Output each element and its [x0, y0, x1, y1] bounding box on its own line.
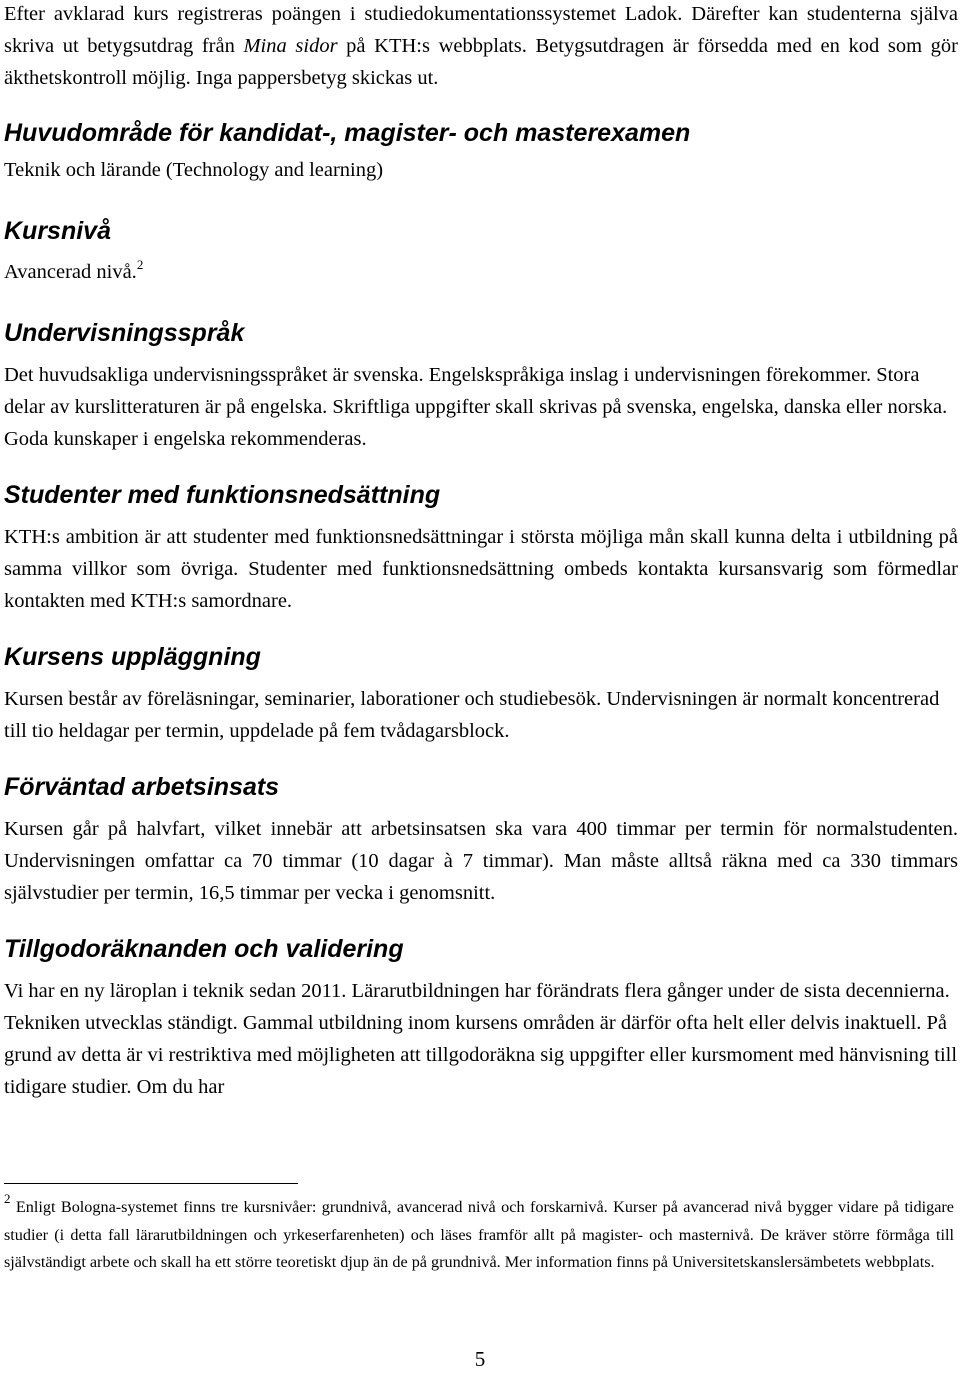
footnote-number: 2	[4, 1191, 11, 1206]
page-number: 5	[474, 1347, 486, 1371]
footnote-divider	[4, 1183, 298, 1184]
mina-sidor-reference: Mina sidor	[243, 35, 338, 57]
intro-text-start: Efter avklarad kurs registreras poängen i studiedokumentationssystemet Ladok. Därefter kan studenterna själva skriva ut betygsutdrag från	[4, 3, 958, 57]
language-heading: Undervisningsspråk	[4, 319, 245, 347]
credit-text: Vi har en ny läroplan i teknik sedan 2011. Lärarutbildningen har förändrats flera gånger under de sista decennierna. Tekniken utvecklas ständigt. Gammal utbildning inom kursens områden är därför ofta helt eller delvis inaktuell. På grund av detta är vi restriktiva med möjligheten att tillgodoräkna sig uppgifter eller kursmoment med hänvisning till tidigare studier. Om du har	[4, 980, 958, 1098]
document-page	[4, 0, 958, 1103]
structure-heading: Kursens uppläggning	[4, 643, 261, 671]
level-value: Avancerad nivå.	[4, 261, 137, 283]
credit-heading: Tillgodoräknanden och validering	[4, 935, 404, 963]
workload-text: Kursen går på halvfart, vilket innebär att arbetsinsatsen ska vara 400 timmar per termin för normalstudenten. Undervisningen omfattar ca 70 timmar (10 dagar à 7 timmar). Man måste alltså räkna med ca 330 timmars självstudier per termin, 16,5 timmar per vecka i genomsnitt.	[4, 818, 958, 904]
intro-text-end: på KTH:s webbplats. Betygsutdragen är försedda med en kod som gör äkthetskontroll möjlig. Inga pappersbetyg skickas ut.	[4, 35, 958, 89]
main-field-text: Teknik och lärande (Technology and learning)	[4, 159, 384, 181]
footnote	[4, 1191, 954, 1277]
workload-heading: Förväntad arbetsinsats	[4, 773, 280, 801]
intro-paragraph	[4, 0, 958, 94]
structure-text: Kursen består av föreläsningar, seminarier, laborationer och studiebesök. Undervisningen är normalt koncentrerad till tio heldagar per termin, uppdelade på fem tvådagarsblock.	[4, 688, 940, 742]
level-heading: Kursnivå	[4, 217, 111, 245]
footnote-reference: 2	[136, 257, 144, 272]
disability-text: KTH:s ambition är att studenter med funktionsnedsättningar i största möjliga mån skall kunna delta i utbildning på samma villkor som övriga. Studenter med funktionsnedsättning ombeds kontakta kursansvarig som förmedlar kontakten med KTH:s samordnare.	[4, 526, 958, 612]
main-field-heading: Huvudområde för kandidat-, magister- och masterexamen	[4, 119, 691, 147]
footnote-text: Enligt Bologna-systemet finns tre kursnivåer: grundnivå, avancerad nivå och forskarnivå. Kurser på avancerad nivå bygger vidare på tidigare studier (i detta fall lärarutbildningen och yrkeserfarenheten) och läses framför allt på magister- och masternivå. De kräver större förmåga till självständigt arbete och skall ha ett större teoretiskt djup än de på grundnivå. Mer information finns på Universitetskanslersämbetets webbplats.	[4, 1198, 954, 1271]
disability-heading: Studenter med funktionsnedsättning	[4, 481, 441, 509]
level-text	[4, 256, 958, 288]
language-text: Det huvudsakliga undervisningsspråket är svenska. Engelskspråkiga inslag i undervisningen förekommer. Stora delar av kurslitteraturen är på engelska. Skriftliga uppgifter skall skrivas på svenska, engelska, danska eller norska. Goda kunskaper i engelska rekommenderas.	[4, 364, 948, 450]
